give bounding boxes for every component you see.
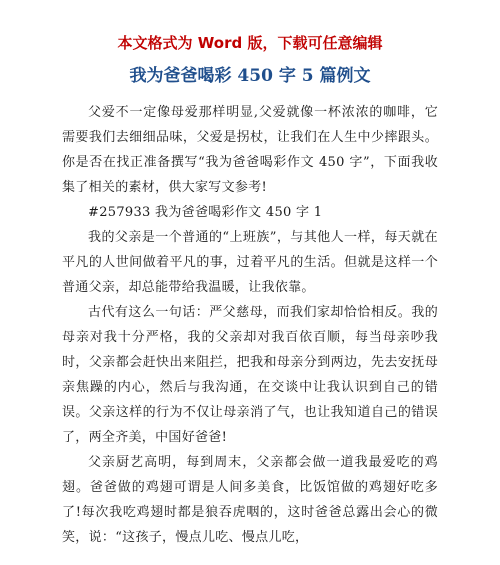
paragraph-intro: 父爱不一定像母爱那样明显,父爱就像一杯浓浓的咖啡，它需要我们去细细品味，父爱是拐杖，让我们在人生中少摔跟头。你是否在找正准备撰写“我为爸爸喝彩作文 450 字”，下面我收集了相关的素材，供大家写文参考! xyxy=(62,105,438,195)
edit-notice-banner: 本文格式为 Word 版，下载可任意编辑 xyxy=(117,34,383,52)
paragraph-2: 古代有这么一句话：严父慈母，而我们家却恰恰相反。我的母亲对我十分严格，我的父亲却对我百依百顺，每当母亲吵我时，父亲都会赶快出来阻拦，把我和母亲分到两边，先去安抚母亲焦躁的内心，然后与我沟通，在交谈中让我认识到自己的错误。父亲这样的行为不仅让母亲消了气，也让我知道自己的错误了，两全齐美，中国好爸爸! xyxy=(62,305,438,445)
paragraph-heading: #257933 我为爸爸喝彩作文 450 字 1 xyxy=(88,205,323,220)
document-title: 我为爸爸喝彩 450 字 5 篇例文 xyxy=(129,66,371,86)
paragraph-3: 父亲厨艺高明，每到周末，父亲都会做一道我最爱吃的鸡翅。爸爸做的鸡翅可谓是人间多美食，比饭馆做的鸡翅好吃多了!每次我吃鸡翅时都是狼吞虎咽的，这时爸爸总露出会心的微笑，说：“这孩子，慢点儿吃、慢点儿吃， xyxy=(62,455,438,545)
document-body xyxy=(62,100,438,545)
paragraph-1: 我的父亲是一个普通的“上班族”，与其他人一样，每天就在平凡的人世间做着平凡的事，过着平凡的生活。但就是这样一个普通父亲，却总能带给我温暖，让我依靠。 xyxy=(62,230,438,295)
